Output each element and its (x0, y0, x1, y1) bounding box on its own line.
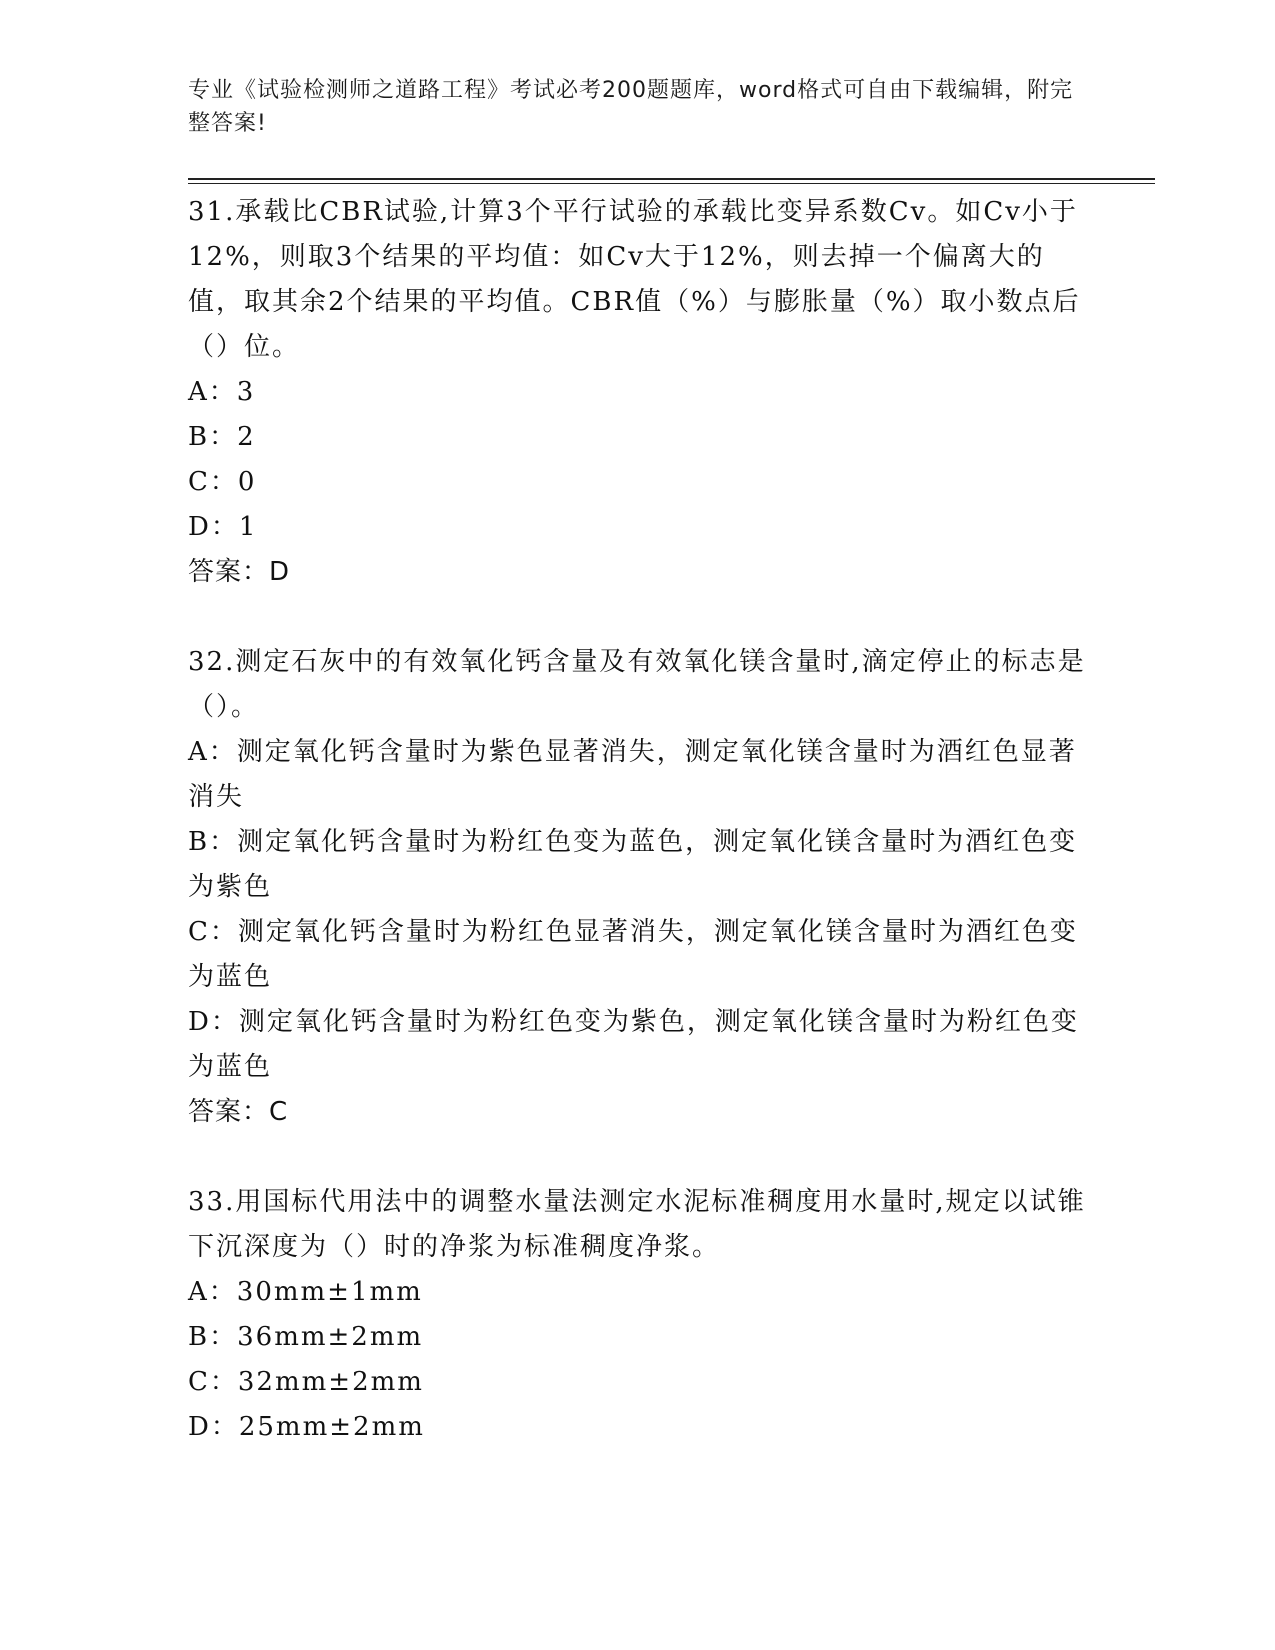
option-b: B：测定氧化钙含量时为粉红色变为蓝色，测定氧化镁含量时为酒红色变为紫色 (188, 827, 1078, 902)
question-stem: 33.用国标代用法中的调整水量法测定水泥标准稠度用水量时,规定以试锥下沉深度为（）时的净浆为标准稠度净浆。 (188, 1187, 1086, 1262)
option-b: B：2 (188, 422, 256, 452)
option-d: D：25mm±2mm (188, 1412, 425, 1442)
option-a: A：3 (188, 377, 256, 407)
question-31 (188, 190, 1088, 595)
header-divider-thin (188, 183, 1155, 184)
question-stem: 31.承载比CBR试验,计算3个平行试验的承载比变异系数Cv。如Cv小于12%，则取3个结果的平均值：如Cv大于12%，则去掉一个偏离大的值，取其余2个结果的平均值。CBR值（%）与膨胀量（%）取小数点后（）位。 (188, 197, 1081, 362)
header-divider (188, 178, 1155, 180)
option-c: C：0 (188, 467, 257, 497)
option-d: D：测定氧化钙含量时为粉红色变为紫色，测定氧化镁含量时为粉红色变为蓝色 (188, 1007, 1079, 1082)
question-list (188, 190, 1088, 1450)
question-stem: 32.测定石灰中的有效氧化钙含量及有效氧化镁含量时,滴定停止的标志是（）。 (188, 647, 1086, 722)
option-c: C：32mm±2mm (188, 1367, 424, 1397)
option-b: B：36mm±2mm (188, 1322, 424, 1352)
question-33 (188, 1180, 1088, 1450)
question-spacer (188, 1135, 1088, 1180)
answer-label: 答案：C (188, 1097, 289, 1127)
option-a: A：测定氧化钙含量时为紫色显著消失，测定氧化镁含量时为酒红色显著消失 (188, 737, 1077, 812)
document-header: 专业《试验检测师之道路工程》考试必考200题题库，word格式可自由下载编辑，附完整答案! (188, 78, 1074, 136)
answer-label: 答案：D (188, 557, 291, 587)
option-c: C：测定氧化钙含量时为粉红色显著消失，测定氧化镁含量时为酒红色变为蓝色 (188, 917, 1078, 992)
option-a: A：30mm±1mm (188, 1277, 423, 1307)
question-spacer (188, 595, 1088, 640)
question-32 (188, 640, 1088, 1135)
option-d: D：1 (188, 512, 258, 542)
